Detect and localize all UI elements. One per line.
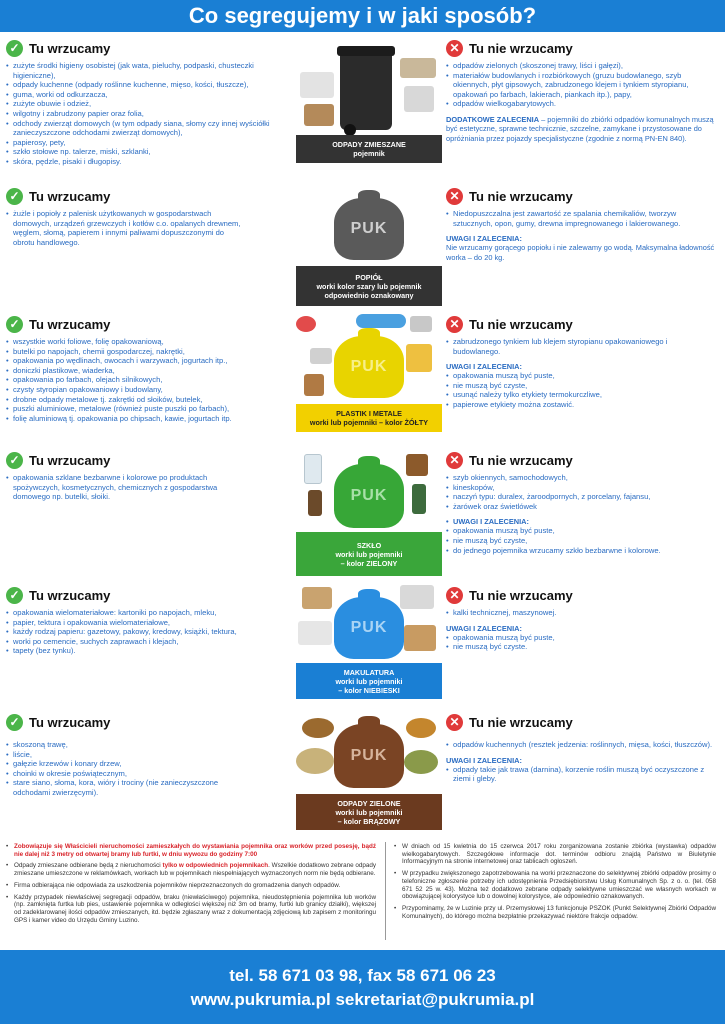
bag-logo: PUK (350, 747, 388, 764)
grass-icon (296, 748, 334, 774)
label-line: – kolor NIEBIESKI (338, 685, 400, 695)
list-item: • zużyte środki higieny osobistej (jak wata, pieluchy, podpaski, chusteczki higieniczne), (6, 61, 296, 80)
check-icon: ✓ (6, 40, 23, 57)
section-green-waste (0, 712, 725, 834)
notes-list (446, 371, 716, 409)
x-icon: ✕ (446, 316, 463, 333)
list-item: • odpadów wielkogabarytowych. (446, 99, 716, 109)
accepted-column (6, 450, 296, 502)
list-item: • nie muszą być czyste, (446, 381, 716, 391)
x-icon: ✕ (446, 188, 463, 205)
rejected-column (446, 38, 716, 143)
list-item: • materiałów budowlanych i rozbiórkowych (gruzu budowlanego, szyb okiennych, płyt gipsowych, zabrudzonego klejem i tynkiem styropianu, opakowań po farbach, lakierach, piankach itp.), papy, (446, 71, 716, 100)
list-item: • zużyte obuwie i odzież, (6, 99, 296, 109)
accepted-title: Tu wrzucamy (29, 714, 111, 730)
rejected-title: Tu nie wrzucamy (469, 188, 573, 204)
accepted-list (6, 209, 246, 247)
check-icon: ✓ (6, 587, 23, 604)
list-item: • nie muszą być czyste. (446, 642, 716, 652)
list-item: • Niedopuszczalna jest zawartość ze spalania chemikaliów, tworzyw sztucznych, opon, gumy, drewna impregnowanego i lakierowanego. (446, 209, 716, 228)
label-line: worki kolor szary lub pojemnik (316, 281, 422, 291)
label-line: worki lub pojemniki (335, 676, 403, 686)
list-item: • gałęzie krzewów i konary drzew, (6, 759, 246, 769)
list-item: • szkło stołowe np. talerze, miski, szklanki, (6, 147, 296, 157)
note-head: UWAGI I ZALECENIA: (446, 623, 522, 633)
grass-icon (404, 750, 438, 774)
accepted-column (6, 186, 296, 247)
label-line: MAKULATURA (343, 667, 395, 677)
note-text: – pojemniki do zbiórki odpadów komunalnych muszą być estetyczne, sprawne technicznie, szczelne, zamykane i przystosowane do opróżniania przez pojazdy specjalistyczne (zgodnie z normą PN-EN 840). (446, 114, 714, 143)
extra-notes (446, 115, 716, 143)
paper-items-icon (298, 621, 332, 645)
note-head: UWAGI I ZALECENIA: (446, 755, 522, 765)
rejected-column (446, 450, 716, 555)
check-icon: ✓ (6, 714, 23, 731)
list-item: • opakowania muszą być puste, (446, 371, 716, 381)
rejected-column (446, 585, 716, 652)
list-item: • Odpady zmieszane odbierane będą z nieruchomości tylko w odpowiednich pojemnikach. Wszelkie dodatkowo zebrane odpady zmieszane umieszczone w reklamówkach, workach lub w pojemnikach niespełniających wyznaczonych norm nie będą odbierane. (6, 862, 376, 877)
list-item: • W przypadku zwiększonego zapotrzebowania na worki przeznaczone do selektywnej zbiórki odpadów prosimy o telefoniczne zgłoszenie potrzeby ich udostępnienia Przedsiębiorstwu Usług Komunalnych Sp. z o. o. (tel. 058 671 52 25 w. 43). Można też dodatkowo zebrane odpady selektywne umieszczać we własnych workach w obowiązującej kolorystyce lub o dowolnej kolorystyce, ale odpowiednio oznakowanych. (394, 870, 716, 901)
label-line: ODPADY ZMIESZANE (332, 140, 406, 149)
gray-bag-icon (334, 198, 404, 260)
label-line: worki lub pojemniki (335, 807, 403, 817)
list-item: • Zobowiązuje się Właścicieli nieruchomości zamieszkałych do wystawiania pojemnika oraz worków przed posesję, bądź nie dalej niż 3 metry od otwartej bramy lub furtki, w dniu wywozu do godziny 7:00 (6, 843, 376, 858)
list-item: • czysty styropian opakowaniowy i budowlany, (6, 385, 296, 395)
plastic-items-icon (310, 348, 332, 364)
bin-label (296, 135, 442, 163)
x-icon: ✕ (446, 452, 463, 469)
trash-items-icon (400, 58, 436, 78)
trash-items-icon (304, 104, 334, 126)
note-head: UWAGI I ZALECENIA: (446, 362, 522, 372)
bag-logo: PUK (350, 619, 388, 636)
x-icon: ✕ (446, 714, 463, 731)
rejected-title: Tu nie wrzucamy (469, 452, 573, 468)
accepted-list (6, 740, 246, 798)
accepted-list (6, 473, 256, 502)
list-item: • guma, worki od odkurzacza, (6, 90, 296, 100)
list-item: • kalki technicznej, maszynowej. (446, 608, 716, 618)
list-item: • każdy rodzaj papieru: gazetowy, pakowy, kredowy, książki, tektura, (6, 627, 246, 637)
waste-bin-icon (340, 52, 392, 130)
list-item: • naczyń typu: duralex, żaroodpornych, z porcelany, fajansu, (446, 492, 716, 502)
note-text: Nie wrzucamy gorącego popiołu i nie zalewamy go wodą. Maksymalna ładowność worka – do 20 kg. (446, 243, 715, 262)
accepted-list (6, 608, 246, 656)
accepted-title: Tu wrzucamy (29, 452, 111, 468)
section-plastic-metal (0, 314, 725, 442)
rejected-list (446, 608, 716, 618)
rejected-title: Tu nie wrzucamy (469, 714, 573, 730)
brown-bag-icon (334, 724, 404, 788)
label-line: PLASTIK I METALE (336, 409, 402, 418)
list-item: • żużle i popioły z palenisk użytkowanych w gospodarstwach domowych, urządzeń grzewczych i kotłów c.o. opalanych drewnem, węglem, słomą, papierem i innymi paliwami dopuszczonymi do obrotu handlowego. (6, 209, 246, 247)
section-glass (0, 450, 725, 580)
bin-label (296, 663, 442, 699)
list-item: • odchody zwierząt domowych (w tym odpady siana, słomy czy innej wyściółki zanieczyszczone odchodami zwierząt domowych), (6, 119, 296, 138)
paper-items-icon (302, 587, 332, 609)
list-item: • worki po cemencie, suchych zaprawach i klejach, (6, 637, 246, 647)
list-item: • opakowania po farbach, olejach silnikowych, (6, 375, 296, 385)
label-line: odpowiednio oznakowany (324, 290, 414, 300)
info-right-column (394, 843, 716, 924)
leaves-icon (406, 718, 436, 738)
list-item: • opakowania szklane bezbarwne i kolorowe po produktach spożywczych, kosmetycznych, chemicznych z gospodarstwa domowego np. butelki, słoiki. (6, 473, 256, 502)
list-item: • opakowania wielomateriałowe: kartoniki po napojach, mleku, (6, 608, 246, 618)
page-title: Co segregujemy i w jaki sposób? (0, 0, 725, 32)
x-icon: ✕ (446, 40, 463, 57)
list-item: • puszki aluminiowe, metalowe (również puste puszki po farbach), (6, 404, 296, 414)
label-line: – kolor ZIELONY (340, 558, 398, 568)
list-item: • zabrudzonego tynkiem lub klejem styropianu opakowaniowego i budowlanego. (446, 337, 716, 356)
phone-fax: tel. 58 671 03 98, fax 58 671 06 23 (229, 966, 496, 985)
list-item: • papierowe etykiety można zostawić. (446, 400, 716, 410)
note-head: • UWAGI I ZALECENIA: (446, 517, 716, 526)
list-item: • usunąć należy tylko etykiety termokurczliwe, (446, 390, 716, 400)
plastic-items-icon (304, 374, 324, 396)
bag-logo: PUK (350, 220, 388, 237)
label-line: pojemnik (353, 149, 385, 158)
list-item: • drobne odpady metalowe tj. zakrętki od słoików, butelek, (6, 395, 296, 405)
accepted-title: Tu wrzucamy (29, 316, 111, 332)
bag-logo: PUK (350, 358, 388, 375)
list-item: • wilgotny i zabrudzony papier oraz folia, (6, 109, 296, 119)
list-item: • choinki w okresie poświątecznym, (6, 769, 246, 779)
rejected-list (446, 61, 716, 109)
check-icon: ✓ (6, 316, 23, 333)
accepted-column (6, 314, 296, 423)
list-item: • nie muszą być czyste, (446, 536, 716, 546)
list-item: • skoszoną trawę, (6, 740, 246, 750)
list-item: • stare siano, słoma, kora, wióry i trociny (nie zanieczyszczone odchodami zwierzęcymi). (6, 778, 246, 797)
plastic-items-icon (406, 344, 432, 372)
web-email[interactable]: www.pukrumia.pl sekretariat@pukrumia.pl (190, 990, 535, 1009)
glass-items-icon (406, 454, 428, 476)
list-item: • opakowania muszą być puste, (446, 633, 716, 643)
label-line: worki lub pojemniki – kolor ŻÓŁTY (309, 418, 429, 427)
list-item: • żarówek oraz świetlówek (446, 502, 716, 512)
list-item: • Firma odbierająca nie odpowiada za uszkodzenia pojemników nieprzeznaczonych do gromadzenia danych odpadów. (6, 882, 376, 890)
accepted-title: Tu wrzucamy (29, 587, 111, 603)
paper-items-icon (404, 625, 436, 651)
notes-list (446, 633, 716, 652)
accepted-column (6, 712, 296, 798)
label-line: – kolor BRĄZOWY (337, 816, 401, 826)
list-item: • skóra, pędzle, pisaki i długopisy. (6, 157, 296, 167)
list-item: • wszystkie worki foliowe, folię opakowaniową, (6, 337, 296, 347)
additional-info (0, 835, 725, 947)
list-item: • odpady kuchenne (odpady roślinne kuchenne, mięso, kości, tłuszcze), (6, 80, 296, 90)
notes-list (446, 517, 716, 555)
check-icon: ✓ (6, 188, 23, 205)
rejected-title: Tu nie wrzucamy (469, 40, 573, 56)
check-icon: ✓ (6, 452, 23, 469)
bin-label (296, 404, 442, 432)
accepted-column (6, 585, 296, 656)
trash-items-icon (404, 86, 434, 112)
glass-items-icon (412, 484, 426, 514)
list-item: • Przypominamy, że w Luzinie przy ul. Przemysłowej 13 funkcjonuje PSZOK (Punkt Selektywnej Zbiórki Odpadów Komunalnych), do którego można bezpłatnie przekazywać niektóre frakcje odpadów. (394, 905, 716, 920)
list-item: • W dniach od 15 kwietnia do 15 czerwca 2017 roku zorganizowana zostanie zbiórka (wystawka) odpadów wielkogabarytowych. Szczegółowe informacje dot. terminów odbioru znajdą Państwo w Biuletynie Informacyjnym na stronie internetowej oraz tablicach ogłoszeń. (394, 843, 716, 866)
label-line: SZKŁO (356, 540, 382, 550)
leaves-icon (302, 718, 334, 738)
plastic-items-icon (356, 314, 406, 328)
rejected-list (446, 740, 716, 750)
section-mixed-waste (0, 38, 725, 178)
glass-items-icon (308, 490, 322, 516)
contact-footer (0, 950, 725, 1024)
list-item: • butelki po napojach, chemii gospodarczej, nakrętki, (6, 347, 296, 357)
rejected-title: Tu nie wrzucamy (469, 316, 573, 332)
green-bag-icon (334, 464, 404, 528)
rejected-column (446, 186, 716, 262)
trash-items-icon (300, 72, 334, 98)
list-item: • liście, (6, 750, 246, 760)
section-paper (0, 585, 725, 703)
yellow-bag-icon (334, 336, 404, 398)
divider (385, 842, 386, 940)
list-item: • do jednego pojemnika wrzucamy szkło bezbarwne i kolorowe. (446, 546, 716, 556)
accepted-list (6, 337, 296, 423)
note-head: UWAGI I ZALECENIA: (446, 234, 522, 244)
bin-label (296, 266, 442, 306)
list-item: • odpadów zielonych (skoszonej trawy, liści i gałęzi), (446, 61, 716, 71)
rejected-list (446, 473, 716, 511)
list-item: • doniczki plastikowe, wiaderka, (6, 366, 296, 376)
list-item: • tapety (bez tynku). (6, 646, 246, 656)
rejected-list (446, 337, 716, 356)
paper-items-icon (400, 585, 434, 609)
list-item: • opakowania muszą być puste, (446, 526, 716, 536)
list-item: • kineskopów, (446, 483, 716, 493)
bin-label (296, 794, 442, 830)
accepted-title: Tu wrzucamy (29, 40, 111, 56)
label-line: ODPADY ZIELONE (337, 798, 401, 808)
plastic-items-icon (410, 316, 432, 332)
list-item: • papierosy, pety, (6, 138, 296, 148)
info-left-column (6, 843, 376, 928)
bin-label (296, 532, 442, 576)
list-item: • szyb okiennych, samochodowych, (446, 473, 716, 483)
rejected-list (446, 209, 716, 228)
accepted-list (6, 61, 296, 167)
blue-bag-icon (334, 597, 404, 659)
list-item: • opakowania po wędlinach, owocach i warzywach, jogurtach itp., (6, 356, 296, 366)
rejected-column (446, 314, 716, 410)
notes-list (446, 765, 716, 784)
list-item: • odpady takie jak trawa (darnina), korzenie roślin muszą być oczyszczone z ziemi i gleby. (446, 765, 716, 784)
x-icon: ✕ (446, 587, 463, 604)
accepted-title: Tu wrzucamy (29, 188, 111, 204)
plastic-items-icon (296, 316, 316, 332)
rejected-title: Tu nie wrzucamy (469, 587, 573, 603)
label-line: POPIÓŁ (355, 272, 383, 282)
bag-logo: PUK (350, 487, 388, 504)
accepted-column (6, 38, 296, 167)
list-item: • Każdy przypadek niewłaściwej segregacji odpadów, braku (niewłaściwego) pojemnika, nieudostępnienia pojemnika lub worków (np. zamknięta furtka lub pies, ustawienie pojemnika w odległości większej niż 3m od bramy, furtki lub granicy działki), większej od zadeklarowanej ilości odpadów zmieszanych, itd. będzie zgłaszany wraz z dokumentacją zdjęciową lub zapisem z monitoringu GPS i kamer video do Urzędu Gminy Luzino. (6, 894, 376, 925)
label-line: worki lub pojemniki (335, 549, 403, 559)
glass-items-icon (304, 454, 322, 484)
section-ash (0, 186, 725, 310)
list-item: • papier, tektura i opakowania wielomateriałowe, (6, 618, 246, 628)
list-item: • odpadów kuchennych (resztek jedzenia: roślinnych, mięsa, kości, tłuszczów). (446, 740, 716, 750)
note-head: DODATKOWE ZALECENIA (446, 114, 540, 124)
rejected-column (446, 712, 716, 784)
list-item: • folię aluminiową tj. opakowania po chipsach, kawie, jogurtach itp. (6, 414, 296, 424)
